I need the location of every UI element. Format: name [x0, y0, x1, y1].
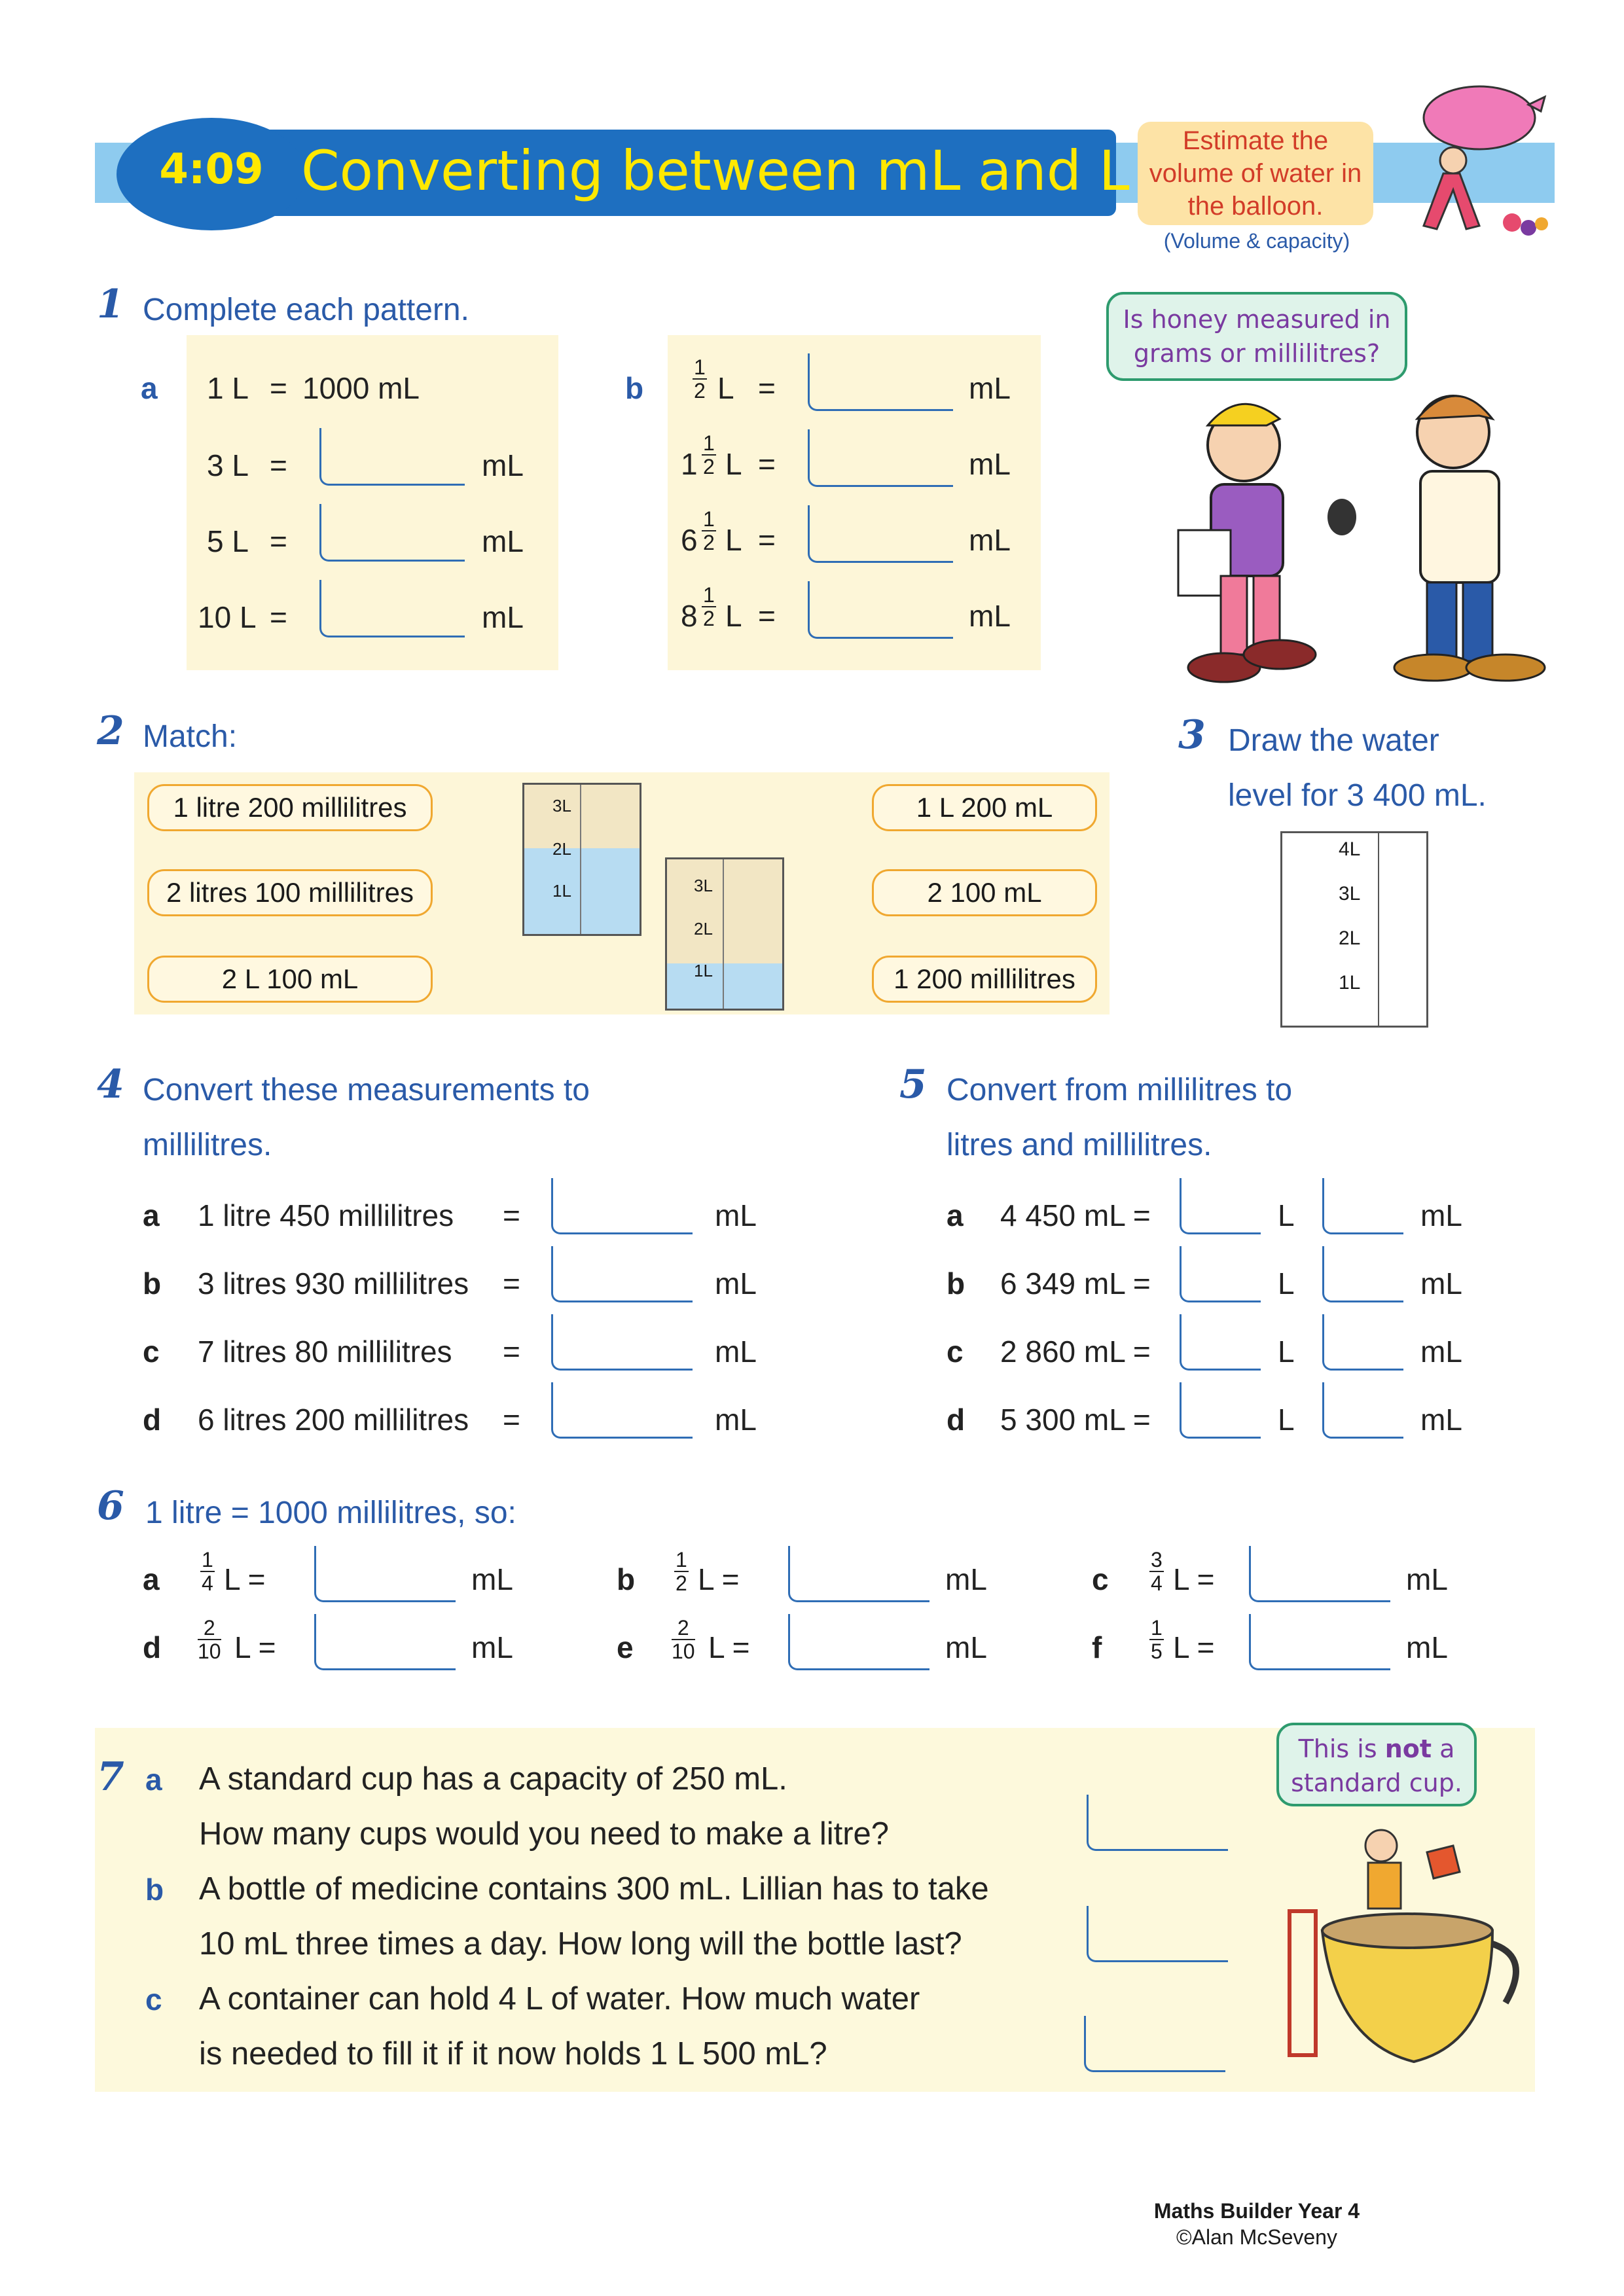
q5-label: d [947, 1403, 965, 1437]
q1a-answer-box[interactable] [319, 428, 465, 486]
q6-item-c [1092, 1542, 1485, 1607]
q1b-answer-box[interactable] [808, 581, 953, 639]
beaker-1-tick-label: 2L [552, 839, 571, 859]
q1a-answer-box[interactable] [319, 580, 465, 637]
q1b-unit: mL [969, 599, 1011, 633]
q1b-litre: L [725, 447, 742, 481]
fraction-numerator: 1 [703, 583, 715, 607]
q4-unit: mL [715, 1335, 757, 1369]
q4-label: d [143, 1403, 162, 1437]
q5-ml-box[interactable] [1322, 1246, 1403, 1302]
q5-text: 6 349 mL = [1000, 1266, 1151, 1300]
q1b-row-4 [681, 581, 1028, 647]
beaker-2-tick-label: 1L [694, 961, 713, 980]
q4-unit: mL [715, 1266, 757, 1300]
q5-litres-unit: L [1278, 1266, 1295, 1300]
q5-litres-unit: L [1278, 1403, 1295, 1437]
q1b-unit: mL [969, 371, 1011, 405]
q4-prompt-line1: Convert these measurements to [143, 1073, 590, 1107]
q7-number: 7 [97, 1754, 124, 1800]
q1-number: 1 [97, 281, 124, 327]
q6-fraction [674, 1549, 689, 1594]
fraction-numerator: 3 [1151, 1548, 1163, 1571]
fraction-denominator: 5 [1151, 1640, 1163, 1663]
q1a-eq: = [270, 524, 287, 558]
q1a-left: 1 L [207, 371, 249, 405]
q6-label: b [617, 1562, 636, 1596]
q1b-whole: 1 [681, 447, 698, 481]
match-left-3[interactable]: 2 L 100 mL [147, 956, 433, 1003]
match-left-2[interactable]: 2 litres 100 millilitres [147, 869, 433, 916]
q1b-label: b [625, 371, 644, 405]
q4-eq: = [503, 1198, 520, 1232]
q1a-unit: mL [482, 524, 524, 558]
page-title: Converting between mL and L [301, 139, 1130, 203]
beaker-1-tick-label: 1L [552, 881, 571, 901]
q1a-left: 10 L [198, 600, 257, 634]
q4-text: 3 litres 930 millilitres [198, 1266, 469, 1300]
fraction-denominator: 2 [703, 607, 715, 630]
q4-label: a [143, 1198, 160, 1232]
q5-prompt-line2: litres and millilitres. [947, 1128, 1212, 1162]
q6-answer-box[interactable] [1249, 1546, 1390, 1602]
footer-book: Maths Builder Year 4 [1153, 2199, 1360, 2223]
q6-fraction [200, 1549, 215, 1594]
q6-label: c [1092, 1562, 1109, 1596]
fraction-denominator: 10 [198, 1640, 221, 1663]
cup-speech-bubble [1276, 1723, 1477, 1806]
q4-unit: mL [715, 1403, 757, 1437]
match-right-2[interactable]: 2 100 mL [872, 869, 1097, 916]
q7-a-answer-box[interactable] [1087, 1795, 1228, 1851]
q1b-row-1 [681, 353, 1028, 419]
q6-label: e [617, 1630, 634, 1664]
q6-unit: mL [945, 1630, 987, 1664]
q6-tail: L = [224, 1562, 266, 1596]
q5-label: c [947, 1335, 964, 1369]
q4-answer-box[interactable] [551, 1382, 693, 1439]
q6-unit: mL [1406, 1562, 1448, 1596]
match-right-1[interactable]: 1 L 200 mL [872, 784, 1097, 831]
q6-label: d [143, 1630, 162, 1664]
q1b-fraction [702, 584, 716, 630]
honey-speech-bubble: Is honey measured in grams or millilitres? [1106, 292, 1407, 381]
q4-answer-box[interactable] [551, 1246, 693, 1302]
q5-number: 5 [899, 1062, 927, 1107]
q6-answer-box[interactable] [1249, 1614, 1390, 1670]
q6-tail: L = [1173, 1630, 1215, 1664]
q1b-eq: = [758, 523, 776, 557]
microphone-icon [1327, 499, 1356, 535]
fraction-denominator: 2 [694, 379, 706, 403]
fraction-numerator: 2 [672, 1617, 695, 1640]
q1b-litre: L [725, 523, 742, 557]
q3-tick-label: 2L [1339, 927, 1361, 949]
q5-litres-box[interactable] [1180, 1178, 1261, 1234]
q5-ml-unit: mL [1420, 1198, 1462, 1232]
q1a-label: a [141, 371, 158, 405]
beaker-2-tick-label: 3L [694, 876, 713, 895]
q5-ml-unit: mL [1420, 1403, 1462, 1437]
q1b-row-2 [681, 429, 1028, 495]
q6-tail: L = [698, 1562, 740, 1596]
q1b-unit: mL [969, 523, 1011, 557]
q1b-litre: L [725, 599, 742, 633]
q7-a-line1: A standard cup has a capacity of 250 mL. [199, 1761, 787, 1797]
q7-b-line1: A bottle of medicine contains 300 mL. Lillian has to take [199, 1871, 989, 1907]
q6-label: f [1092, 1630, 1102, 1664]
q6-tail: L = [1173, 1562, 1215, 1596]
cup-icon [1322, 1914, 1492, 1948]
q1a-eq: = [270, 371, 287, 405]
q5-label: a [947, 1198, 964, 1232]
q1a-eq: = [270, 600, 287, 634]
q1b-fraction [702, 432, 716, 478]
q6-number: 6 [97, 1483, 124, 1529]
q7-b-answer-box[interactable] [1087, 1906, 1228, 1962]
fraction-denominator: 10 [672, 1640, 695, 1663]
q4-eq: = [503, 1403, 520, 1437]
q6-unit: mL [471, 1562, 513, 1596]
q3-tick-label: 1L [1339, 972, 1361, 994]
fraction-numerator: 1 [676, 1548, 687, 1571]
q1b-unit: mL [969, 447, 1011, 481]
q6-item-f [1092, 1610, 1485, 1676]
q6-unit: mL [471, 1630, 513, 1664]
q6-item-a [143, 1542, 535, 1607]
q1b-eq: = [758, 447, 776, 481]
q6-answer-box[interactable] [314, 1546, 456, 1602]
q1b-fraction [693, 356, 707, 402]
balloon-girl-illustration [1381, 79, 1571, 242]
q5-litres-box[interactable] [1180, 1314, 1261, 1371]
q6-answer-box[interactable] [788, 1614, 929, 1670]
q6-item-b [617, 1542, 1009, 1607]
q5-label: b [947, 1266, 965, 1300]
q5-ml-box[interactable] [1322, 1314, 1403, 1371]
fraction-denominator: 4 [202, 1571, 213, 1595]
q1b-whole: 6 [681, 523, 698, 557]
q5-litres-box[interactable] [1180, 1246, 1261, 1302]
q1a-eq: = [270, 448, 287, 482]
q4-prompt-line2: millilitres. [143, 1128, 272, 1162]
q6-unit: mL [945, 1562, 987, 1596]
q5-ml-unit: mL [1420, 1335, 1462, 1369]
q3-number: 3 [1178, 712, 1206, 758]
q1-prompt: Complete each pattern. [143, 293, 469, 327]
q5-ml-unit: mL [1420, 1266, 1462, 1300]
cup-bubble-pre: This is [1298, 1734, 1385, 1763]
q7-label-a: a [145, 1763, 162, 1797]
q2-prompt: Match: [143, 719, 238, 754]
match-right-3[interactable]: 1 200 millilitres [872, 956, 1097, 1003]
fraction-numerator: 1 [202, 1548, 213, 1571]
beaker-2-water [667, 963, 782, 1009]
beaker-1-tick-label: 3L [552, 796, 571, 816]
fraction-numerator: 1 [703, 507, 715, 531]
q1b-row-3 [681, 505, 1028, 571]
interview-illustration [1139, 386, 1558, 687]
q1a-left: 5 L [207, 524, 249, 558]
q1a-unit: mL [482, 600, 524, 634]
q6-tail: L = [234, 1630, 276, 1664]
match-left-1[interactable]: 1 litre 200 millilitres [147, 784, 433, 831]
q5-text: 5 300 mL = [1000, 1403, 1151, 1437]
cup-bubble-bold: not [1384, 1734, 1432, 1763]
q3-tick-label: 3L [1339, 883, 1361, 905]
q6-label: a [143, 1562, 160, 1596]
q1b-eq: = [758, 371, 776, 405]
beaker-2 [665, 857, 784, 1011]
q6-prompt: 1 litre = 1000 millilitres, so: [145, 1496, 516, 1530]
cup-bubble-post: a standard cup. [1291, 1734, 1462, 1797]
q3-container[interactable] [1280, 831, 1428, 1028]
q4-text: 6 litres 200 millilitres [198, 1403, 469, 1437]
q4-text: 1 litre 450 millilitres [198, 1198, 454, 1232]
q6-item-d [143, 1610, 535, 1676]
q7-a-line2: How many cups would you need to make a litre? [199, 1816, 890, 1852]
fraction-denominator: 2 [676, 1571, 687, 1595]
q1a-left: 3 L [207, 448, 249, 482]
fraction-numerator: 1 [1151, 1616, 1163, 1640]
q4-answer-box[interactable] [551, 1178, 693, 1234]
q5-litres-box[interactable] [1180, 1382, 1261, 1439]
q7-c-answer-box[interactable] [1084, 2016, 1225, 2072]
q4-number: 4 [97, 1062, 124, 1107]
cup-illustration [1283, 1806, 1532, 2088]
q5-ml-box[interactable] [1322, 1382, 1403, 1439]
q5-litres-unit: L [1278, 1335, 1295, 1369]
q1a-answer-box[interactable] [319, 504, 465, 562]
q6-answer-box[interactable] [314, 1614, 456, 1670]
q3-tick-label: 4L [1339, 838, 1361, 860]
q1a-unit: mL [482, 448, 524, 482]
footer-author: ©Alan McSeveny [1176, 2225, 1337, 2249]
q4-label: b [143, 1266, 162, 1300]
q7-c-line2: is needed to fill it if it now holds 1 L 500 mL? [199, 2036, 827, 2072]
beaker-1 [522, 783, 641, 936]
q1b-answer-box[interactable] [808, 505, 953, 563]
fraction-denominator: 2 [703, 531, 715, 554]
topic-label: (Volume & capacity) [1163, 229, 1350, 253]
q5-text: 2 860 mL = [1000, 1335, 1151, 1369]
q1a-given-value: 1000 mL [302, 371, 420, 405]
q4-label: c [143, 1335, 160, 1369]
q6-tail: L = [708, 1630, 750, 1664]
header-code: 4:09 [159, 145, 264, 194]
q6-fraction [1149, 1549, 1164, 1594]
q6-unit: mL [1406, 1630, 1448, 1664]
fraction-denominator: 2 [703, 455, 715, 478]
q5-ml-box[interactable] [1322, 1178, 1403, 1234]
q5-litres-unit: L [1278, 1198, 1295, 1232]
q6-fraction [672, 1617, 695, 1662]
q6-fraction [198, 1617, 221, 1662]
fraction-numerator: 1 [703, 431, 715, 455]
q4-eq: = [503, 1266, 520, 1300]
q6-fraction [1149, 1617, 1164, 1662]
q4-eq: = [503, 1335, 520, 1369]
q2-number: 2 [97, 708, 124, 754]
q5-text: 4 450 mL = [1000, 1198, 1151, 1232]
q1b-answer-box[interactable] [808, 353, 953, 411]
q7-label-c: c [145, 1982, 162, 2017]
q1b-fraction [702, 508, 716, 554]
q1b-eq: = [758, 599, 776, 633]
estimate-note-text: Estimate the volume of water in the balloon. [1149, 126, 1362, 221]
fraction-denominator: 4 [1151, 1571, 1163, 1595]
q6-answer-box[interactable] [788, 1546, 929, 1602]
q1b-answer-box[interactable] [808, 429, 953, 487]
q7-b-line2: 10 mL three times a day. How long will the bottle last? [199, 1926, 962, 1962]
beaker-2-tick-label: 2L [694, 919, 713, 939]
q3-prompt-line1: Draw the water [1228, 723, 1439, 758]
q4-answer-box[interactable] [551, 1314, 693, 1371]
fraction-numerator: 1 [694, 355, 706, 379]
q6-item-e [617, 1610, 1009, 1676]
q5-prompt-line1: Convert from millilitres to [947, 1073, 1293, 1107]
q4-unit: mL [715, 1198, 757, 1232]
beaker-1-water [524, 848, 640, 934]
q7-label-b: b [145, 1873, 164, 1907]
fraction-numerator: 2 [198, 1617, 221, 1640]
q3-prompt-line2: level for 3 400 mL. [1228, 778, 1487, 813]
q4-text: 7 litres 80 millilitres [198, 1335, 452, 1369]
balloon-icon [1424, 86, 1535, 149]
q7-c-line1: A container can hold 4 L of water. How much water [199, 1981, 920, 2017]
q1b-litre: L [717, 371, 734, 405]
q1b-whole: 8 [681, 599, 698, 633]
